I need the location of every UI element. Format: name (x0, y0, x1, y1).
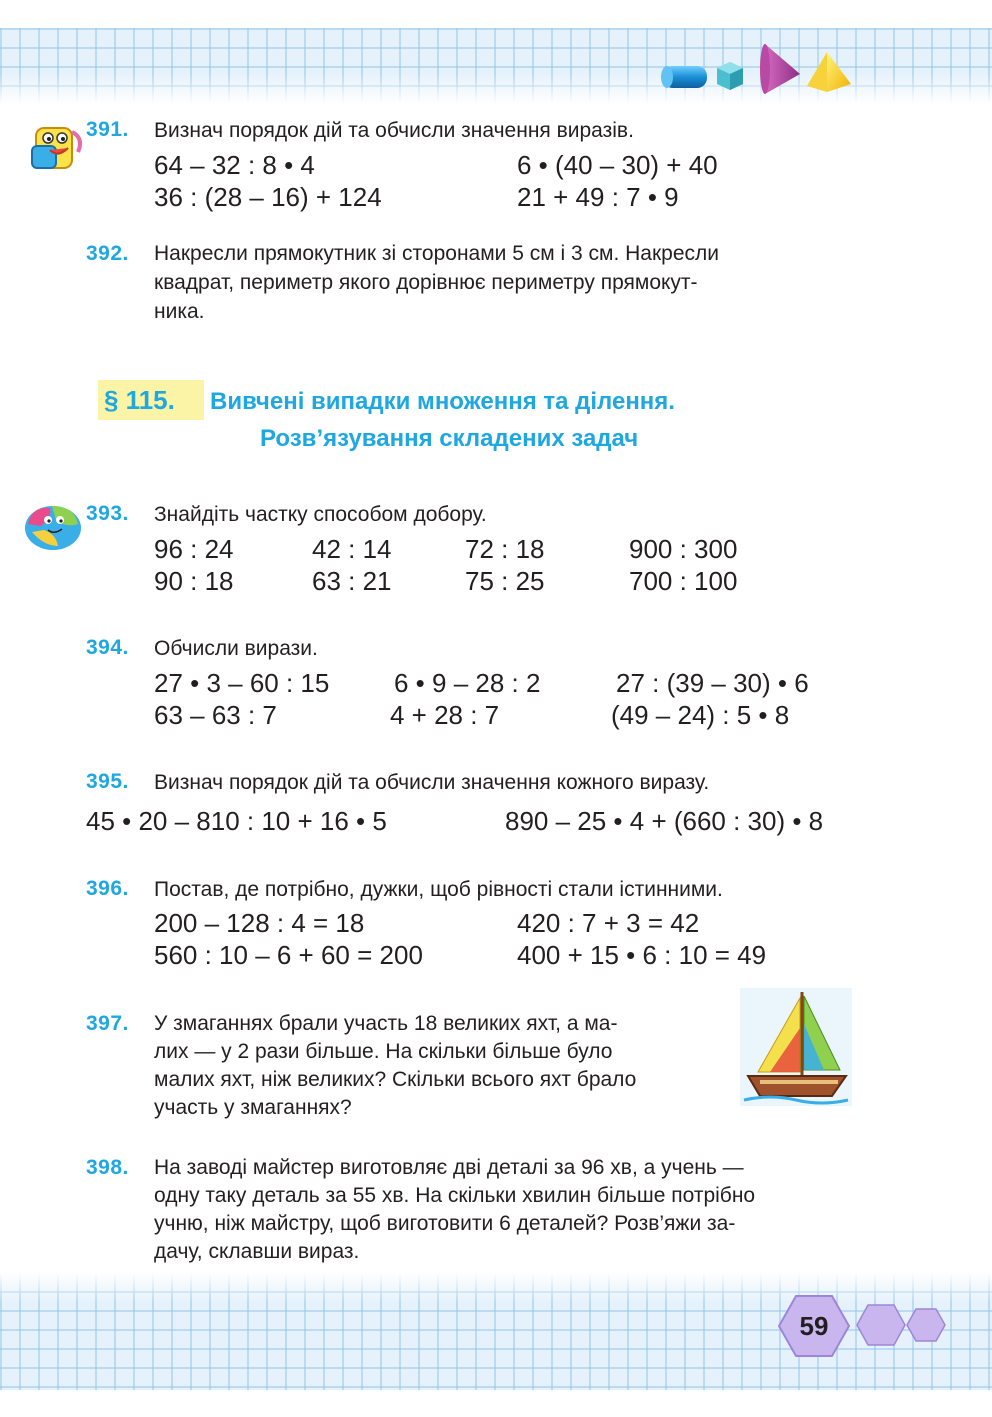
task-text: Визнач порядок дій та обчисли значення виразів. (154, 119, 634, 142)
puzzle-mascot-icon (22, 498, 84, 554)
task-text-line: Накресли прямокутник зі сторонами 5 см і 3 см. Накресли (154, 242, 720, 265)
expression: 560 : 10 – 6 + 60 = 200 (154, 940, 423, 970)
expression: 4 + 28 : 7 (390, 700, 500, 730)
expression: 63 – 63 : 7 (154, 700, 277, 730)
expression: 6 • 9 – 28 : 2 (394, 668, 541, 698)
expression: 45 • 20 – 810 : 10 + 16 • 5 (86, 806, 387, 836)
page-number-text: 59 (799, 1311, 829, 1341)
task-text: Обчисли вирази. (154, 637, 318, 660)
task-text-line: На заводі майстер виготовляє дві деталі за 96 хв, а учень — (154, 1156, 744, 1179)
task-text: Визнач порядок дій та обчисли значення кожного виразу. (154, 771, 710, 794)
task-number: 393. (86, 502, 129, 525)
expression: 96 : 24 (154, 534, 234, 564)
expression: (49 – 24) : 5 • 8 (611, 700, 790, 730)
task-text-line: квадрат, периметр якого дорівнює периметру прямокут- (154, 271, 698, 294)
expression: 6 • (40 – 30) + 40 (517, 150, 718, 180)
cube-icon (717, 62, 743, 90)
expression: 21 + 49 : 7 • 9 (517, 182, 679, 212)
sailboat-illustration (740, 988, 852, 1106)
expression: 200 – 128 : 4 = 18 (154, 908, 365, 938)
expression: 700 : 100 (629, 566, 738, 596)
task-number: 391. (86, 118, 129, 141)
task-text-line: ника. (154, 300, 205, 323)
expression: 27 : (39 – 30) • 6 (616, 668, 809, 698)
expression: 64 – 32 : 8 • 4 (154, 150, 315, 180)
section-number-badge: § 115. (98, 380, 204, 420)
pyramid-icon (807, 52, 851, 92)
cone-icon (760, 44, 800, 94)
task-text-line: У змаганнях брали участь 18 великих яхт, а ма- (154, 1012, 618, 1035)
backpack-mascot-icon (26, 118, 86, 174)
task-text: Постав, де потрібно, дужки, щоб рівності стали істинними. (154, 878, 723, 901)
page-number (778, 1294, 850, 1358)
task-text-line: лих — у 2 рази більше. На скільки більше було (154, 1040, 613, 1063)
cylinder-icon (661, 66, 707, 88)
geometric-solids-decoration (655, 38, 855, 98)
section-title: Вивчені випадки множення та ділення. (210, 388, 675, 415)
expression: 90 : 18 (154, 566, 234, 596)
task-number: 392. (86, 242, 129, 265)
task-number: 397. (86, 1012, 129, 1035)
task-text-line: дачу, склавши вираз. (154, 1240, 360, 1263)
hexagon-decoration (856, 1303, 906, 1347)
expression: 420 : 7 + 3 = 42 (517, 908, 700, 938)
expression: 63 : 21 (312, 566, 392, 596)
task-text-line: малих яхт, ніж великих? Скільки всього яхт брало (154, 1068, 637, 1091)
hexagon-decoration (906, 1308, 946, 1342)
task-number: 394. (86, 636, 129, 659)
expression: 890 – 25 • 4 + (660 : 30) • 8 (505, 806, 824, 836)
expression: 27 • 3 – 60 : 15 (154, 668, 330, 698)
section-subtitle: Розв’язування складених задач (260, 425, 639, 452)
task-text-line: участь у змаганнях? (154, 1096, 352, 1119)
task-text: Знайдіть частку способом добору. (154, 503, 487, 526)
task-number: 398. (86, 1156, 129, 1179)
expression: 400 + 15 • 6 : 10 = 49 (517, 940, 767, 970)
expression: 900 : 300 (629, 534, 738, 564)
task-text-line: одну таку деталь за 55 хв. На скільки хвилин більше потрібно (154, 1184, 756, 1207)
task-number: 396. (86, 877, 129, 900)
expression: 72 : 18 (465, 534, 545, 564)
expression: 36 : (28 – 16) + 124 (154, 182, 382, 212)
expression: 42 : 14 (312, 534, 392, 564)
task-number: 395. (86, 770, 129, 793)
expression: 75 : 25 (465, 566, 545, 596)
task-text-line: учню, ніж майстру, щоб виготовити 6 деталей? Розв’яжи за- (154, 1212, 736, 1235)
